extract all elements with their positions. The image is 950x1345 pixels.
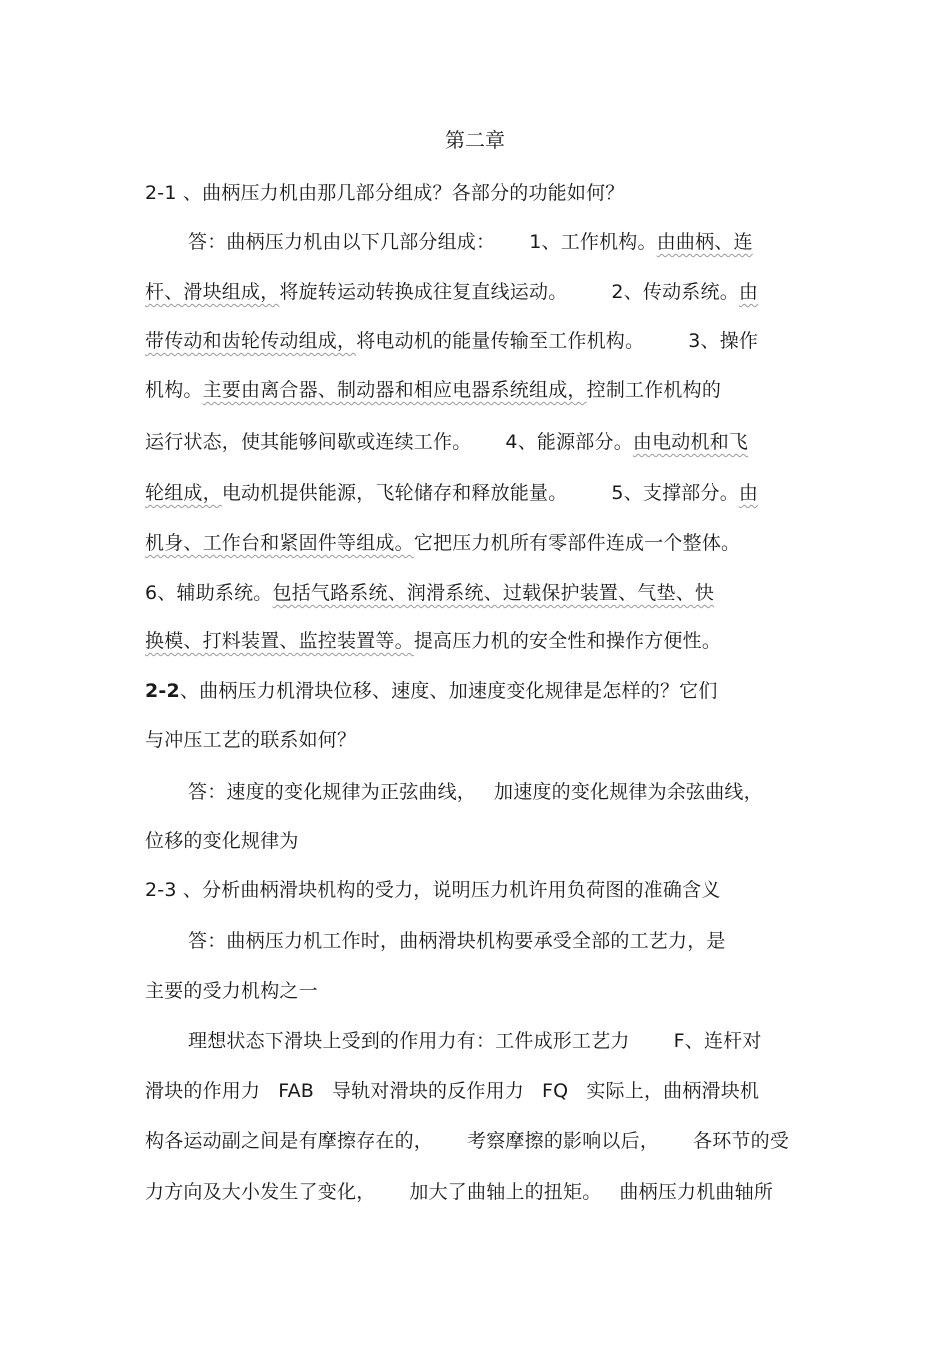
paragraph-text: F、连杆对	[673, 1030, 762, 1052]
question-text: 与冲压工艺的联系如何？	[145, 729, 357, 751]
answer-text: 4、能源部分。	[505, 431, 633, 453]
paragraph-line	[145, 1077, 759, 1105]
paragraph-text: 曲柄压力机曲轴所	[619, 1181, 774, 1203]
answer-text: 电动机提供能源，飞轮储存和释放能量。	[221, 482, 568, 504]
answer-text: 1、工作机构。	[529, 231, 657, 253]
answer-line	[145, 327, 758, 355]
paragraph-text: 加大了曲轴上的扭矩。	[409, 1181, 602, 1203]
answer-text: 机身、工作台和紧固件等组成。	[145, 532, 414, 554]
answer-text: 由	[738, 281, 759, 303]
paragraph-line	[145, 1127, 789, 1155]
answer-text: 加速度的变化规律为余弦曲线，	[494, 781, 763, 803]
chapter-title: 第二章	[445, 128, 505, 152]
answer-text: 答：曲柄压力机工作时，曲柄滑块机构要承受全部的工艺力，是	[188, 930, 726, 952]
answer-line	[188, 927, 726, 955]
answer-text: 6、辅助系统。	[145, 582, 273, 604]
answer-line	[145, 627, 721, 655]
answer-line	[145, 977, 318, 1005]
question-number: 2-2	[145, 680, 180, 702]
paragraph-text: 力方向及大小发生了变化，	[145, 1181, 376, 1203]
paragraph-text: 考察摩擦的影响以后，	[467, 1130, 660, 1152]
paragraph-line	[145, 1178, 773, 1206]
answer-text: 3、操作	[688, 330, 759, 352]
answer-text: 杆、滑块组成，	[145, 281, 280, 303]
answer-text: 主要的受力机构之一	[145, 980, 318, 1002]
answer-text: 答：曲柄压力机由以下几部分组成：	[188, 231, 496, 253]
paragraph-text: 构各运动副之间是有摩擦存在的，	[145, 1130, 434, 1152]
answer-text: 由	[738, 482, 759, 504]
answer-text: 答：速度的变化规律为正弦曲线，	[188, 781, 477, 803]
question-text: 2-1 、曲柄压力机由那几部分组成？各部分的功能如何？	[145, 182, 625, 204]
answer-line	[188, 228, 753, 256]
answer-text: 带传动和齿轮传动组成，	[145, 330, 357, 352]
answer-text: 位移的变化规律为	[145, 830, 299, 852]
answer-text: 机构。	[145, 379, 203, 401]
paragraph-text: 各环节的受	[693, 1130, 790, 1152]
answer-text: 提高压力机的安全性和操作方便性。	[413, 630, 722, 652]
question-2-2	[145, 677, 718, 705]
paragraph-text: 理想状态下滑块上受到的作用力有：工件成形工艺力	[188, 1030, 630, 1052]
answer-line	[145, 827, 299, 855]
answer-line	[145, 479, 758, 507]
answer-text: 运行状态，使其能够间歇或连续工作。	[145, 431, 472, 453]
question-line	[145, 726, 356, 754]
answer-text: 主要由离合器、制动器和相应电器系统组成，	[202, 379, 587, 401]
answer-text: 将电动机的能量传输至工作机构。	[356, 330, 645, 352]
question-2-1	[145, 179, 624, 207]
answer-text: 换模、打料装置、监控装置等。	[145, 630, 414, 652]
paragraph-text: 滑块的作用力	[145, 1080, 261, 1102]
question-text: 、曲柄压力机滑块位移、速度、加速度变化规律是怎样的？它们	[179, 680, 718, 702]
answer-text: 包括气路系统、润滑系统、过载保护装置、气垫、快	[272, 582, 715, 604]
answer-text: 5、支撑部分。	[611, 482, 739, 504]
question-text: 2-3 、分析曲柄滑块机构的受力，说明压力机许用负荷图的准确含义	[145, 879, 721, 901]
answer-line	[145, 529, 740, 557]
answer-text: 2、传动系统。	[611, 281, 739, 303]
question-2-3	[145, 876, 720, 904]
paragraph-text: 导轨对滑块的反作用力	[332, 1080, 525, 1102]
answer-line	[145, 579, 714, 607]
answer-line	[145, 376, 721, 404]
answer-text: 控制工作机构的	[586, 379, 722, 401]
answer-text: 将旋转运动转换成往复直线运动。	[279, 281, 568, 303]
paragraph-text: FQ	[542, 1080, 569, 1102]
answer-line	[145, 428, 748, 456]
answer-text: 轮组成，	[145, 482, 222, 504]
answer-line	[145, 278, 758, 306]
answer-text: 由曲柄、连	[656, 231, 753, 253]
answer-line	[188, 778, 763, 806]
paragraph-text: FAB	[278, 1080, 315, 1102]
paragraph-line	[188, 1027, 762, 1055]
paragraph-text: 实际上，曲柄滑块机	[586, 1080, 760, 1102]
answer-text: 它把压力机所有零部件连成一个整体。	[413, 532, 741, 554]
answer-text: 由电动机和飞	[632, 431, 749, 453]
